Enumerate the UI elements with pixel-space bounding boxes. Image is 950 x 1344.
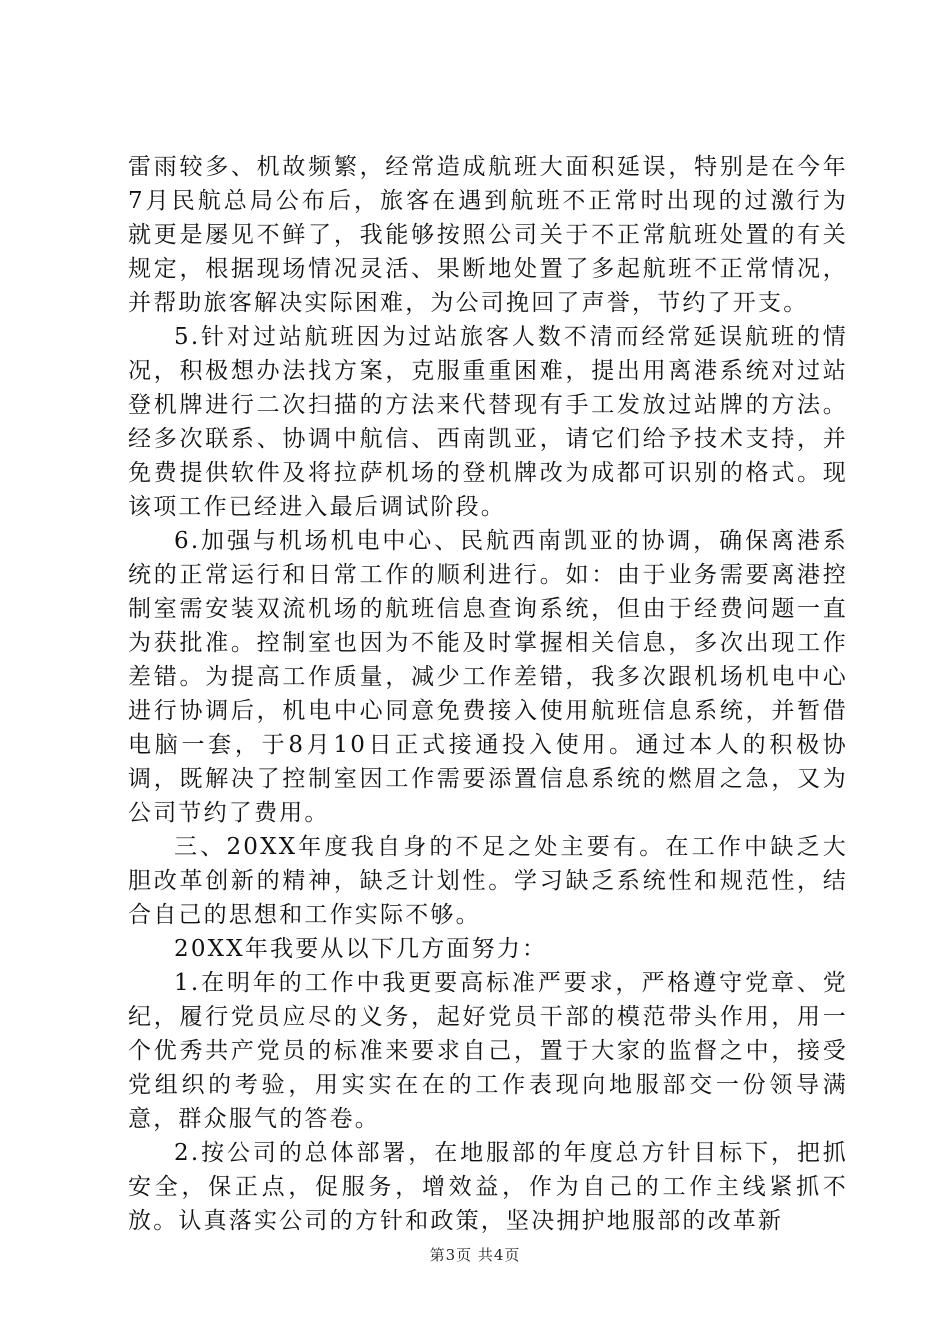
paragraph-continuation: 雷雨较多、机故频繁，经常造成航班大面积延误，特别是在今年7月民航总局公布后，旅客在遇到航班不正常时出现的过激行为就更是屡见不鲜了，我能够按照公司关于不正常航班处置的有关规定，根据现场情况灵活、果断地处置了多起航班不正常情况，并帮助旅客解决实际困难，为公司挽回了声誉，节约了开支。 <box>128 154 848 316</box>
paragraph-effort-2: 2.按公司的总体部署，在地服部的年度总方针目标下，把抓安全，保正点，促服务，增效益，作为自己的工作主线紧抓不放。认真落实公司的方针和政策，坚决拥护地服部的改革新 <box>128 1140 848 1234</box>
paragraph-efforts-heading: 20XX年我要从以下几方面努力： <box>174 936 548 962</box>
paragraph-item-6: 6.加强与机场机电中心、民航西南凯亚的协调，确保离港系统的正常运行和日常工作的顺利进行。如：由于业务需要离港控制室需安装双流机场的航班信息查询系统，但由于经费问题一直为获批准。控制室也因为不能及时掌握相关信息，多次出现工作差错。为提高工作质量，减少工作差错，我多次跟机场机电中心进行协调后，机电中心同意免费接入使用航班信息系统，并暂借电脑一套，于8月10日正式接通投入使用。通过本人的积极协调，既解决了控制室因工作需要添置信息系统的燃眉之急，又为公司节约了费用。 <box>128 528 848 826</box>
paragraph-item-5: 5.针对过站航班因为过站旅客人数不清而经常延误航班的情况，积极想办法找方案，克服重重困难，提出用离港系统对过站登机牌进行二次扫描的方法来代替现有手工发放过站牌的方法。经多次联系、协调中航信、西南凯亚，请它们给予技术支持，并免费提供软件及将拉萨机场的登机牌改为成都可识别的格式。现该项工作已经进入最后调试阶段。 <box>128 324 848 520</box>
paragraph-shortcomings: 三、20XX年度我自身的不足之处主要有。在工作中缺乏大胆改革创新的精神，缺乏计划性。学习缺乏系统性和规范性，结合自己的思想和工作实际不够。 <box>128 834 848 928</box>
page-number-footer: 第3页 共4页 <box>429 1246 521 1264</box>
paragraph-effort-1: 1.在明年的工作中我更要高标准严要求，严格遵守党章、党纪，履行党员应尽的义务，起好党员干部的模范带头作用，用一个优秀共产党员的标准来要求自己，置于大家的监督之中，接受党组织的考验，用实实在在的工作表现向地服部交一份领导满意，群众服气的答卷。 <box>128 970 848 1132</box>
document-body <box>128 150 848 1238</box>
